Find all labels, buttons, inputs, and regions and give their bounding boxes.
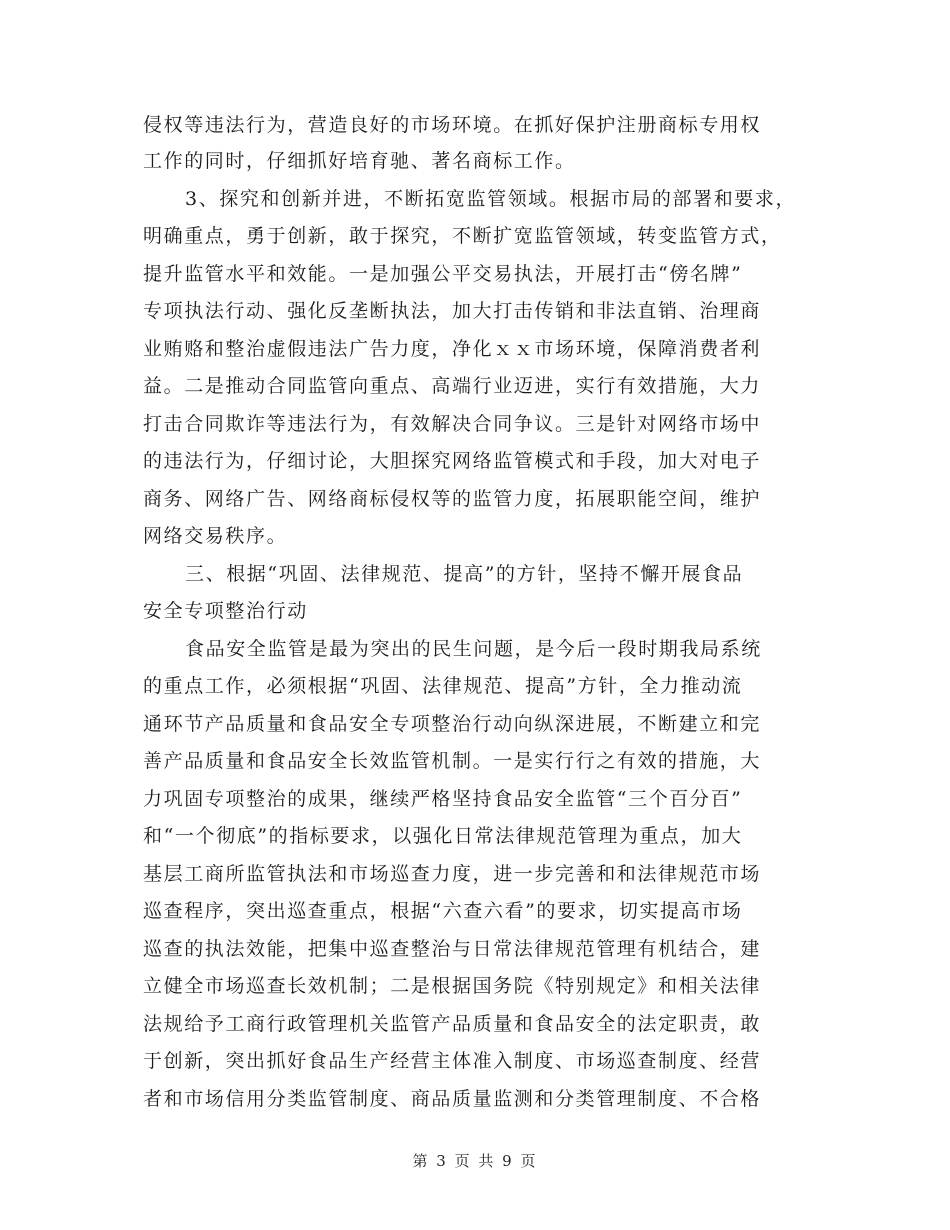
text-line: 善产品质量和食品安全长效监管机制。一是实行行之有效的措施，大 <box>143 750 762 772</box>
text-line: 提升监管水平和效能。一是加强公平交易执法，开展打击“傍名牌” <box>143 263 743 285</box>
text-line: 巡查的执法效能，把集中巡查整治与日常法律规范管理有机结合，建 <box>143 938 762 960</box>
text-line: 专项执法行动、强化反垄断执法，加大打击传销和非法直销、治理商 <box>143 300 762 322</box>
text-line: 的违法行为，仔细讨论，大胆探究网络监管模式和手段，加大对电子 <box>143 450 762 472</box>
section-heading-line: 三、根据“巩固、法律规范、提高”的方针，坚持不懈开展食品 <box>185 563 744 585</box>
text-line: 巡查程序，突出巡查重点，根据“六查六看”的要求，切实提高市场 <box>143 900 743 922</box>
text-line: 益。二是推动合同监管向重点、高端行业迈进，实行有效措施，大力 <box>143 375 762 397</box>
text-line: 于创新，突出抓好食品生产经营主体准入制度、市场巡查制度、经营 <box>143 1050 762 1072</box>
text-line: 的重点工作，必须根据“巩固、法律规范、提高”方针，全力推动流 <box>143 675 743 697</box>
text-line: 基层工商所监管执法和市场巡查力度，进一步完善和和法律规范市场 <box>143 863 762 885</box>
text-line: 商务、网络广告、网络商标侵权等的监管力度，拓展职能空间，维护 <box>143 488 762 510</box>
text-line: 3、探究和创新并进，不断拓宽监管领域。根据市局的部署和要求， <box>185 188 797 210</box>
text-line: 立健全市场巡查长效机制；二是根据国务院《特别规定》和相关法律 <box>143 975 762 997</box>
text-line: 通环节产品质量和食品安全专项整治行动向纵深进展，不断建立和完 <box>143 713 762 735</box>
text-line: 明确重点，勇于创新，敢于探究，不断扩宽监管领域，转变监管方式， <box>143 225 782 247</box>
text-line: 网络交易秩序。 <box>143 525 288 547</box>
page-number-footer: 第 3 页 共 9 页 <box>412 1152 538 1170</box>
section-heading-line: 安全专项整治行动 <box>143 600 308 622</box>
text-line: 工作的同时，仔细抓好培育驰、著名商标工作。 <box>143 150 576 172</box>
text-line: 业贿赂和整治虚假违法广告力度，净化ｘｘ市场环境，保障消费者利 <box>143 338 762 360</box>
text-line: 打击合同欺诈等违法行为，有效解决合同争议。三是针对网络市场中 <box>143 413 762 435</box>
text-line: 侵权等违法行为，营造良好的市场环境。在抓好保护注册商标专用权 <box>143 114 762 136</box>
text-line: 法规给予工商行政管理机关监管产品质量和食品安全的法定职责，敢 <box>143 1013 762 1035</box>
text-line: 食品安全监管是最为突出的民生问题，是今后一段时期我局系统 <box>185 638 762 660</box>
text-line: 力巩固专项整治的成果，继续严格坚持食品安全监管“三个百分百” <box>143 788 743 810</box>
text-line: 者和市场信用分类监管制度、商品质量监测和分类管理制度、不合格 <box>143 1088 762 1110</box>
text-line: 和“一个彻底”的指标要求，以强化日常法律规范管理为重点，加大 <box>143 825 743 847</box>
